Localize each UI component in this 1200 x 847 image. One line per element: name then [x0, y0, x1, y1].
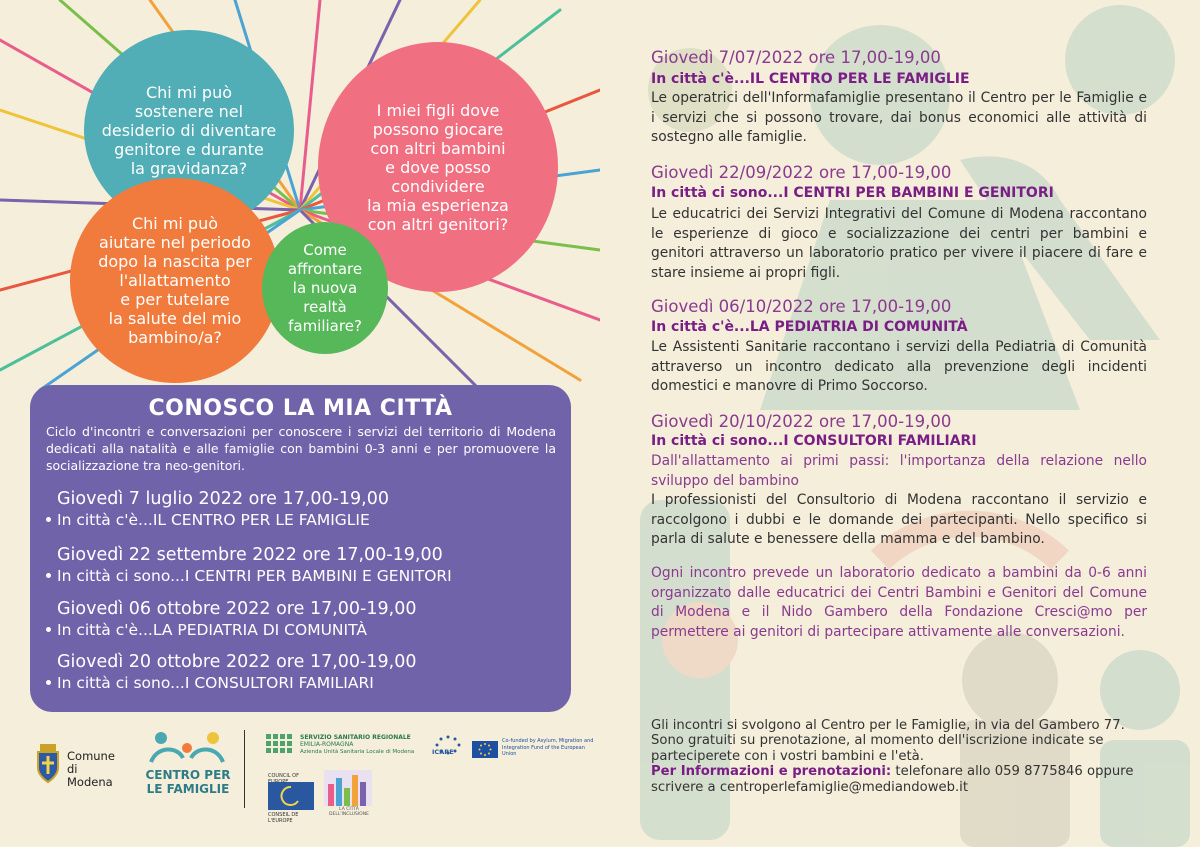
bullet-dot: [46, 627, 51, 632]
ssr-emilia-romagna-logo: [266, 734, 416, 764]
event2-date: Giovedì 22/09/2022 ore 17,00-19,00: [651, 163, 952, 182]
footer-contacts: [651, 764, 1151, 795]
event-item: [46, 489, 561, 530]
bubble-text: Chi mi può sostenere nel desiderio di diventare genitore e durante la gravidanza?: [101, 82, 277, 178]
intercult-text: LA CITTÀ DELL'INCLUSIONE: [329, 807, 369, 817]
event-title: In città ci sono...I CONSULTORI FAMILIARI: [57, 674, 374, 692]
centro-line1: CENTRO PER: [145, 768, 231, 782]
bubble-text: Come affrontare la nuova realtà familiare?: [287, 240, 363, 335]
grid-mark-icon: [266, 734, 296, 758]
event4-title: In città ci sono...I CONSULTORI FAMILIARI: [651, 433, 977, 449]
event-date: Giovedì 22 settembre 2022 ore 17,00-19,00: [57, 545, 443, 565]
eu-stars-icon: [472, 741, 498, 758]
bullet-dot: [46, 517, 51, 522]
bullet-dot: [46, 680, 51, 685]
event-item: [46, 652, 561, 693]
question-bubble-breastfeeding: [70, 178, 280, 383]
event1-title: In città c'è...IL CENTRO PER LE FAMIGLIE: [651, 71, 970, 87]
comune-modena-logo: [35, 740, 125, 790]
eu-flag-icon: [472, 741, 498, 758]
family-figures-icon: [147, 728, 227, 764]
event4-subtitle: Dall'allattamento ai primi passi: l'importanza della relazione nello sviluppo del bambino: [651, 453, 1147, 489]
eu-text: Co-funded by Asylum, Migration and Integration Fund of the European Union: [502, 738, 594, 757]
event-title: In città c'è...LA PEDIATRIA DI COMUNITÀ: [57, 621, 367, 639]
bubble-text: I miei figli dove possono giocare con altri bambini e dove posso condividere la mia esperienza con altri genitori?: [367, 100, 509, 234]
event-item: [46, 545, 561, 586]
council-of-europe-logo: [268, 773, 318, 824]
bullet-dot: [46, 573, 51, 578]
footer-contact-label: Per Informazioni e prenotazioni:: [651, 764, 892, 779]
coe-emblem-icon: [268, 782, 314, 810]
icare-logo: [428, 734, 473, 764]
eu-cofunded-logo: [472, 738, 592, 760]
event2-title: In città ci sono...I CENTRI PER BAMBINI E GENITORI: [651, 185, 1054, 201]
workshop-note: Ogni incontro prevede un laboratorio dedicato a bambini da 0-6 anni organizzato dalle educatrici dei Centri Bambini e Genitori del Comune di Modena e il Nido Gambero della Fondazione Cresci@mo per permettere ai genitori di partecipare attivamente alle conversazioni.: [651, 565, 1147, 640]
centro-per-le-famiglie-logo: [143, 728, 233, 800]
footer-location: Gli incontri si svolgono al Centro per le Famiglie, in via del Gambero 77.: [651, 718, 1125, 733]
event-title: In città ci sono...I CENTRI PER BAMBINI E GENITORI: [57, 567, 452, 585]
event-date: Giovedì 7 luglio 2022 ore 17,00-19,00: [57, 489, 389, 509]
event4-date: Giovedì 20/10/2022 ore 17,00-19,00: [651, 412, 952, 431]
event-date: Giovedì 06 ottobre 2022 ore 17,00-19,00: [57, 599, 417, 619]
event3-date: Giovedì 06/10/2022 ore 17,00-19,00: [651, 297, 952, 316]
footer-contact-text: telefonare allo 059 8775846 oppure scrivere a centroperlefamiglie@mediandoweb.it: [651, 764, 1134, 795]
event-date: Giovedì 20 ottobre 2022 ore 17,00-19,00: [57, 652, 417, 672]
event-title: In città c'è...IL CENTRO PER LE FAMIGLIE: [57, 511, 370, 529]
bubble-text: Chi mi può aiutare nel periodo dopo la nascita per l'allattamento e per tutelare la salute del mio bambino/a?: [98, 214, 252, 347]
coe-flag-icon: [268, 782, 314, 810]
event-item: [46, 599, 561, 640]
intercultural-cities-logo: [324, 770, 374, 817]
box-title: CONOSCO LA MIA CITTÀ: [148, 396, 453, 421]
event2-body: Le educatrici dei Servizi Integrativi del Comune di Modena raccontano le esperienze di gioco e socializzazione dei centri per bambini e genitori attraverso un laboratorio pratico per vivere il piacere di fare e stare insieme ai propri figli.: [651, 206, 1147, 281]
ssr-line1: SERVIZIO SANITARIO REGIONALE: [300, 734, 411, 741]
centro-line2: LE FAMIGLIE: [146, 782, 230, 796]
event3-body: Le Assistenti Sanitarie raccontano i servizi della Pediatria di Comunità attraverso un incontro dedicato alla prevenzione degli incidenti domestici e manovre di Primo Soccorso.: [651, 339, 1147, 394]
comune-label: Comune di Modena: [67, 749, 115, 789]
question-bubble-family: [262, 222, 388, 354]
ssr-line2: EMILIA-ROMAGNA: [300, 741, 354, 748]
coat-of-arms-icon: [35, 744, 61, 784]
box-intro: Ciclo d'incontri e conversazioni per conoscere i servizi del territorio di Modena dedicati alla natalità e alle famiglie con bambini 0-3 anni e per promuovere la socializzazione tra neo-genitori.: [46, 424, 556, 473]
city-skyline-icon: [324, 770, 372, 806]
footer-booking: Sono gratuiti su prenotazione, al momento dell'iscrizione indicate se parteciperete con i vostri bambini e l'età.: [651, 733, 1104, 764]
logo-divider: [244, 730, 245, 808]
icare-text: ICARE: [432, 748, 454, 756]
coe-top-text: COUNCIL OF: [268, 773, 299, 779]
ssr-line3: Azienda Unità Sanitaria Locale di Modena: [300, 749, 415, 755]
event3-title: In città c'è...LA PEDIATRIA DI COMUNITÀ: [651, 319, 968, 335]
event1-date: Giovedì 7/07/2022 ore 17,00-19,00: [651, 48, 941, 67]
event1-body: Le operatrici dell'Informafamiglie presentano il Centro per le Famiglie e i servizi che si possono trovare, dai bonus economici alle attività di sostegno alle famiglie.: [651, 90, 1147, 145]
event4-body: I professionisti del Consultorio di Modena raccontano il servizio e raccolgono i dubbi e le domande dei partecipanti. Nello specifico si parla di salute e benessere della mamma e del bambino.: [651, 492, 1147, 547]
event-summary-box: [30, 385, 571, 712]
coe-bottom-text: CONSEIL DE L'EUROPE: [268, 812, 299, 824]
